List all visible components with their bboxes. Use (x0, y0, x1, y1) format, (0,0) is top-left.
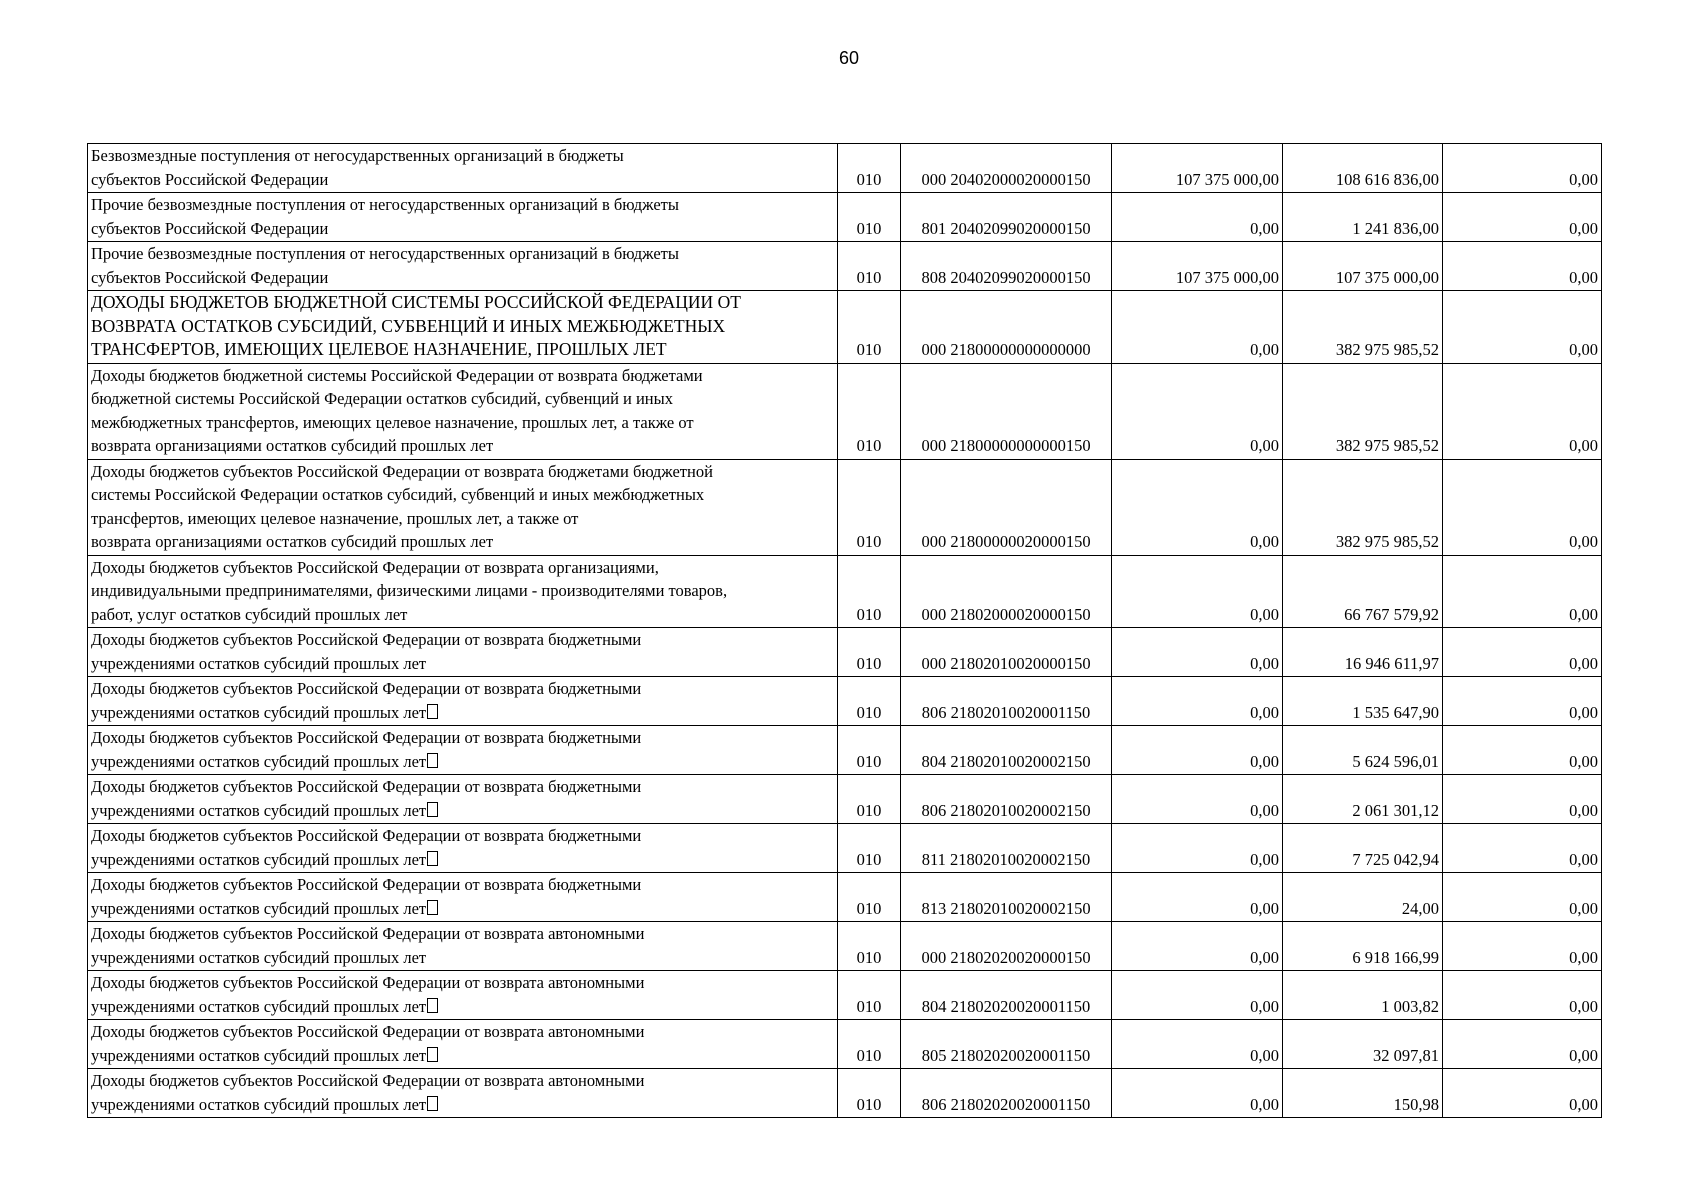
row-name (88, 1020, 838, 1069)
table-row (88, 775, 1602, 824)
row-line-code: 010 (838, 1020, 901, 1069)
row-line-code: 010 (838, 363, 901, 459)
row-last-amount: 0,00 (1443, 144, 1602, 193)
row-line-code: 010 (838, 726, 901, 775)
row-last-amount: 0,00 (1443, 1069, 1602, 1118)
missing-glyph-icon (427, 704, 438, 719)
budget-table-body (88, 144, 1602, 1118)
row-name-line: Доходы бюджетов субъектов Российской Федерации от возврата бюджетными (91, 826, 642, 845)
row-name (88, 726, 838, 775)
row-plan-amount: 0,00 (1112, 291, 1283, 364)
row-fact-amount: 32 097,81 (1283, 1020, 1443, 1069)
row-line-code: 010 (838, 922, 901, 971)
row-name-line: субъектов Российской Федерации (91, 218, 329, 238)
row-name-line: Доходы бюджетов субъектов Российской Федерации от возврата автономными (91, 1071, 645, 1090)
row-name-line: межбюджетных трансфертов, имеющих целевое назначение, прошлых лет, а также от (91, 412, 694, 432)
missing-glyph-icon (427, 851, 438, 866)
row-name (88, 677, 838, 726)
row-last-amount: 0,00 (1443, 193, 1602, 242)
table-row (88, 824, 1602, 873)
row-name (88, 459, 838, 555)
row-name-line: Прочие безвозмездные поступления от негосударственных организаций в бюджеты (91, 195, 679, 214)
row-last-amount: 0,00 (1443, 677, 1602, 726)
row-last-amount: 0,00 (1443, 726, 1602, 775)
row-plan-amount: 107 375 000,00 (1112, 144, 1283, 193)
row-plan-amount: 0,00 (1112, 628, 1283, 677)
row-line-code: 010 (838, 459, 901, 555)
row-line-code: 010 (838, 628, 901, 677)
row-name-line: учреждениями остатков субсидий прошлых лет (91, 898, 427, 918)
row-plan-amount: 107 375 000,00 (1112, 242, 1283, 291)
row-last-amount: 0,00 (1443, 628, 1602, 677)
row-line-code: 010 (838, 242, 901, 291)
row-last-amount: 0,00 (1443, 775, 1602, 824)
row-fact-amount: 1 241 836,00 (1283, 193, 1443, 242)
row-plan-amount: 0,00 (1112, 555, 1283, 628)
row-name-line: Прочие безвозмездные поступления от негосударственных организаций в бюджеты (91, 244, 679, 263)
row-plan-amount: 0,00 (1112, 971, 1283, 1020)
row-name-line: субъектов Российской Федерации (91, 267, 329, 287)
row-plan-amount: 0,00 (1112, 922, 1283, 971)
row-name (88, 291, 838, 364)
row-name-line: учреждениями остатков субсидий прошлых лет (91, 1045, 427, 1065)
row-line-code: 010 (838, 144, 901, 193)
row-name (88, 144, 838, 193)
row-last-amount: 0,00 (1443, 459, 1602, 555)
row-line-code: 010 (838, 775, 901, 824)
row-line-code: 010 (838, 193, 901, 242)
table-row (88, 873, 1602, 922)
row-last-amount: 0,00 (1443, 971, 1602, 1020)
row-fact-amount: 7 725 042,94 (1283, 824, 1443, 873)
row-last-amount: 0,00 (1443, 873, 1602, 922)
row-name-line: Доходы бюджетов субъектов Российской Федерации от возврата бюджетными (91, 875, 642, 894)
budget-table (87, 143, 1602, 1118)
table-row (88, 242, 1602, 291)
row-name (88, 971, 838, 1020)
row-line-code: 010 (838, 291, 901, 364)
row-name-line: Безвозмездные поступления от негосударственных организаций в бюджеты (91, 146, 624, 165)
row-fact-amount: 382 975 985,52 (1283, 291, 1443, 364)
row-budget-code: 808 20402099020000150 (901, 242, 1112, 291)
row-name-line: Доходы бюджетов субъектов Российской Федерации от возврата автономными (91, 924, 645, 943)
row-line-code: 010 (838, 873, 901, 922)
row-name-line: индивидуальными предпринимателями, физическими лицами - производителями товаров, (91, 581, 728, 600)
row-name-line: возврата организациями остатков субсидий прошлых лет (91, 532, 494, 551)
row-fact-amount: 66 767 579,92 (1283, 555, 1443, 628)
row-name (88, 628, 838, 677)
row-name-line: Доходы бюджетов субъектов Российской Федерации от возврата бюджетными (91, 728, 642, 747)
row-line-code: 010 (838, 677, 901, 726)
row-plan-amount: 0,00 (1112, 459, 1283, 555)
row-fact-amount: 107 375 000,00 (1283, 242, 1443, 291)
table-row (88, 459, 1602, 555)
table-row (88, 144, 1602, 193)
row-line-code: 010 (838, 555, 901, 628)
row-name-line: Доходы бюджетов субъектов Российской Федерации от возврата автономными (91, 973, 645, 992)
row-last-amount: 0,00 (1443, 291, 1602, 364)
row-name-line: учреждениями остатков субсидий прошлых лет (91, 653, 427, 673)
row-budget-code: 811 21802010020002150 (901, 824, 1112, 873)
row-name-line: работ, услуг остатков субсидий прошлых лет (91, 604, 408, 624)
table-row (88, 628, 1602, 677)
row-name-line: учреждениями остатков субсидий прошлых лет (91, 800, 427, 820)
row-line-code: 010 (838, 1069, 901, 1118)
row-name-line: Доходы бюджетов субъектов Российской Федерации от возврата автономными (91, 1022, 645, 1041)
row-plan-amount: 0,00 (1112, 824, 1283, 873)
row-plan-amount: 0,00 (1112, 363, 1283, 459)
row-name-line: учреждениями остатков субсидий прошлых лет (91, 947, 427, 967)
row-name-line: Доходы бюджетов субъектов Российской Федерации от возврата бюджетными (91, 777, 642, 796)
row-name (88, 193, 838, 242)
missing-glyph-icon (427, 998, 438, 1013)
row-name-line: ДОХОДЫ БЮДЖЕТОВ БЮДЖЕТНОЙ СИСТЕМЫ РОССИЙСКОЙ ФЕДЕРАЦИИ ОТ (91, 292, 741, 312)
row-fact-amount: 108 616 836,00 (1283, 144, 1443, 193)
row-budget-code: 806 21802010020001150 (901, 677, 1112, 726)
row-fact-amount: 5 624 596,01 (1283, 726, 1443, 775)
row-name-line: Доходы бюджетов бюджетной системы Российской Федерации от возврата бюджетами (91, 365, 703, 385)
row-name-line: Доходы бюджетов субъектов Российской Федерации от возврата бюджетными (91, 630, 642, 649)
row-name (88, 873, 838, 922)
row-plan-amount: 0,00 (1112, 193, 1283, 242)
row-budget-code: 805 21802020020001150 (901, 1020, 1112, 1069)
row-budget-code: 804 21802020020001150 (901, 971, 1112, 1020)
row-name (88, 775, 838, 824)
table-row (88, 922, 1602, 971)
table-row (88, 291, 1602, 364)
row-last-amount: 0,00 (1443, 1020, 1602, 1069)
table-row (88, 677, 1602, 726)
row-plan-amount: 0,00 (1112, 1020, 1283, 1069)
row-budget-code: 000 21800000000000150 (901, 363, 1112, 459)
row-fact-amount: 24,00 (1283, 873, 1443, 922)
row-name-line: учреждениями остатков субсидий прошлых лет (91, 1094, 427, 1114)
table-row (88, 363, 1602, 459)
missing-glyph-icon (427, 802, 438, 817)
row-fact-amount: 16 946 611,97 (1283, 628, 1443, 677)
row-budget-code: 801 20402099020000150 (901, 193, 1112, 242)
row-plan-amount: 0,00 (1112, 775, 1283, 824)
page-number: 60 (838, 48, 860, 68)
row-budget-code: 000 20402000020000150 (901, 144, 1112, 193)
row-plan-amount: 0,00 (1112, 1069, 1283, 1118)
row-name (88, 922, 838, 971)
row-fact-amount: 1 003,82 (1283, 971, 1443, 1020)
missing-glyph-icon (427, 900, 438, 915)
row-name-line: ТРАНСФЕРТОВ, ИМЕЮЩИХ ЦЕЛЕВОЕ НАЗНАЧЕНИЕ, ПРОШЛЫХ ЛЕТ (91, 339, 667, 359)
table-row (88, 971, 1602, 1020)
row-name-line: Доходы бюджетов субъектов Российской Федерации от возврата организациями, (91, 557, 659, 577)
row-last-amount: 0,00 (1443, 824, 1602, 873)
row-budget-code: 000 21802010020000150 (901, 628, 1112, 677)
row-name (88, 824, 838, 873)
row-fact-amount: 1 535 647,90 (1283, 677, 1443, 726)
row-last-amount: 0,00 (1443, 242, 1602, 291)
row-name-line: бюджетной системы Российской Федерации остатков субсидий, субвенций и иных (91, 389, 673, 408)
row-name (88, 363, 838, 459)
row-fact-amount: 382 975 985,52 (1283, 363, 1443, 459)
row-budget-code: 000 21800000000000000 (901, 291, 1112, 364)
row-budget-code: 804 21802010020002150 (901, 726, 1112, 775)
row-name (88, 242, 838, 291)
row-budget-code: 806 21802020020001150 (901, 1069, 1112, 1118)
table-row (88, 726, 1602, 775)
row-line-code: 010 (838, 971, 901, 1020)
row-name (88, 555, 838, 628)
row-name-line: ВОЗВРАТА ОСТАТКОВ СУБСИДИЙ, СУБВЕНЦИЙ И ИНЫХ МЕЖБЮДЖЕТНЫХ (91, 315, 726, 336)
row-line-code: 010 (838, 824, 901, 873)
row-last-amount: 0,00 (1443, 555, 1602, 628)
row-name-line: возврата организациями остатков субсидий прошлых лет (91, 436, 494, 455)
row-fact-amount: 2 061 301,12 (1283, 775, 1443, 824)
row-name-line: трансфертов, имеющих целевое назначение, прошлых лет, а также от (91, 508, 579, 528)
table-row (88, 1069, 1602, 1118)
missing-glyph-icon (427, 753, 438, 768)
row-name-line: системы Российской Федерации остатков субсидий, субвенций и иных межбюджетных (91, 485, 705, 504)
row-fact-amount: 382 975 985,52 (1283, 459, 1443, 555)
table-row (88, 555, 1602, 628)
row-name-line: субъектов Российской Федерации (91, 169, 329, 189)
row-name-line: Доходы бюджетов субъектов Российской Федерации от возврата бюджетами бюджетной (91, 461, 713, 481)
row-fact-amount: 6 918 166,99 (1283, 922, 1443, 971)
row-plan-amount: 0,00 (1112, 873, 1283, 922)
row-fact-amount: 150,98 (1283, 1069, 1443, 1118)
row-budget-code: 813 21802010020002150 (901, 873, 1112, 922)
row-last-amount: 0,00 (1443, 363, 1602, 459)
row-budget-code: 806 21802010020002150 (901, 775, 1112, 824)
table-row (88, 193, 1602, 242)
missing-glyph-icon (427, 1096, 438, 1111)
row-name-line: учреждениями остатков субсидий прошлых лет (91, 996, 427, 1016)
row-plan-amount: 0,00 (1112, 677, 1283, 726)
missing-glyph-icon (427, 1047, 438, 1062)
row-plan-amount: 0,00 (1112, 726, 1283, 775)
row-name-line: учреждениями остатков субсидий прошлых лет (91, 751, 427, 771)
row-name-line: учреждениями остатков субсидий прошлых лет (91, 702, 427, 722)
row-budget-code: 000 21802020020000150 (901, 922, 1112, 971)
table-row (88, 1020, 1602, 1069)
row-name-line: учреждениями остатков субсидий прошлых лет (91, 849, 427, 869)
row-name (88, 1069, 838, 1118)
row-budget-code: 000 21800000020000150 (901, 459, 1112, 555)
row-budget-code: 000 21802000020000150 (901, 555, 1112, 628)
row-name-line: Доходы бюджетов субъектов Российской Федерации от возврата бюджетными (91, 679, 642, 698)
row-last-amount: 0,00 (1443, 922, 1602, 971)
